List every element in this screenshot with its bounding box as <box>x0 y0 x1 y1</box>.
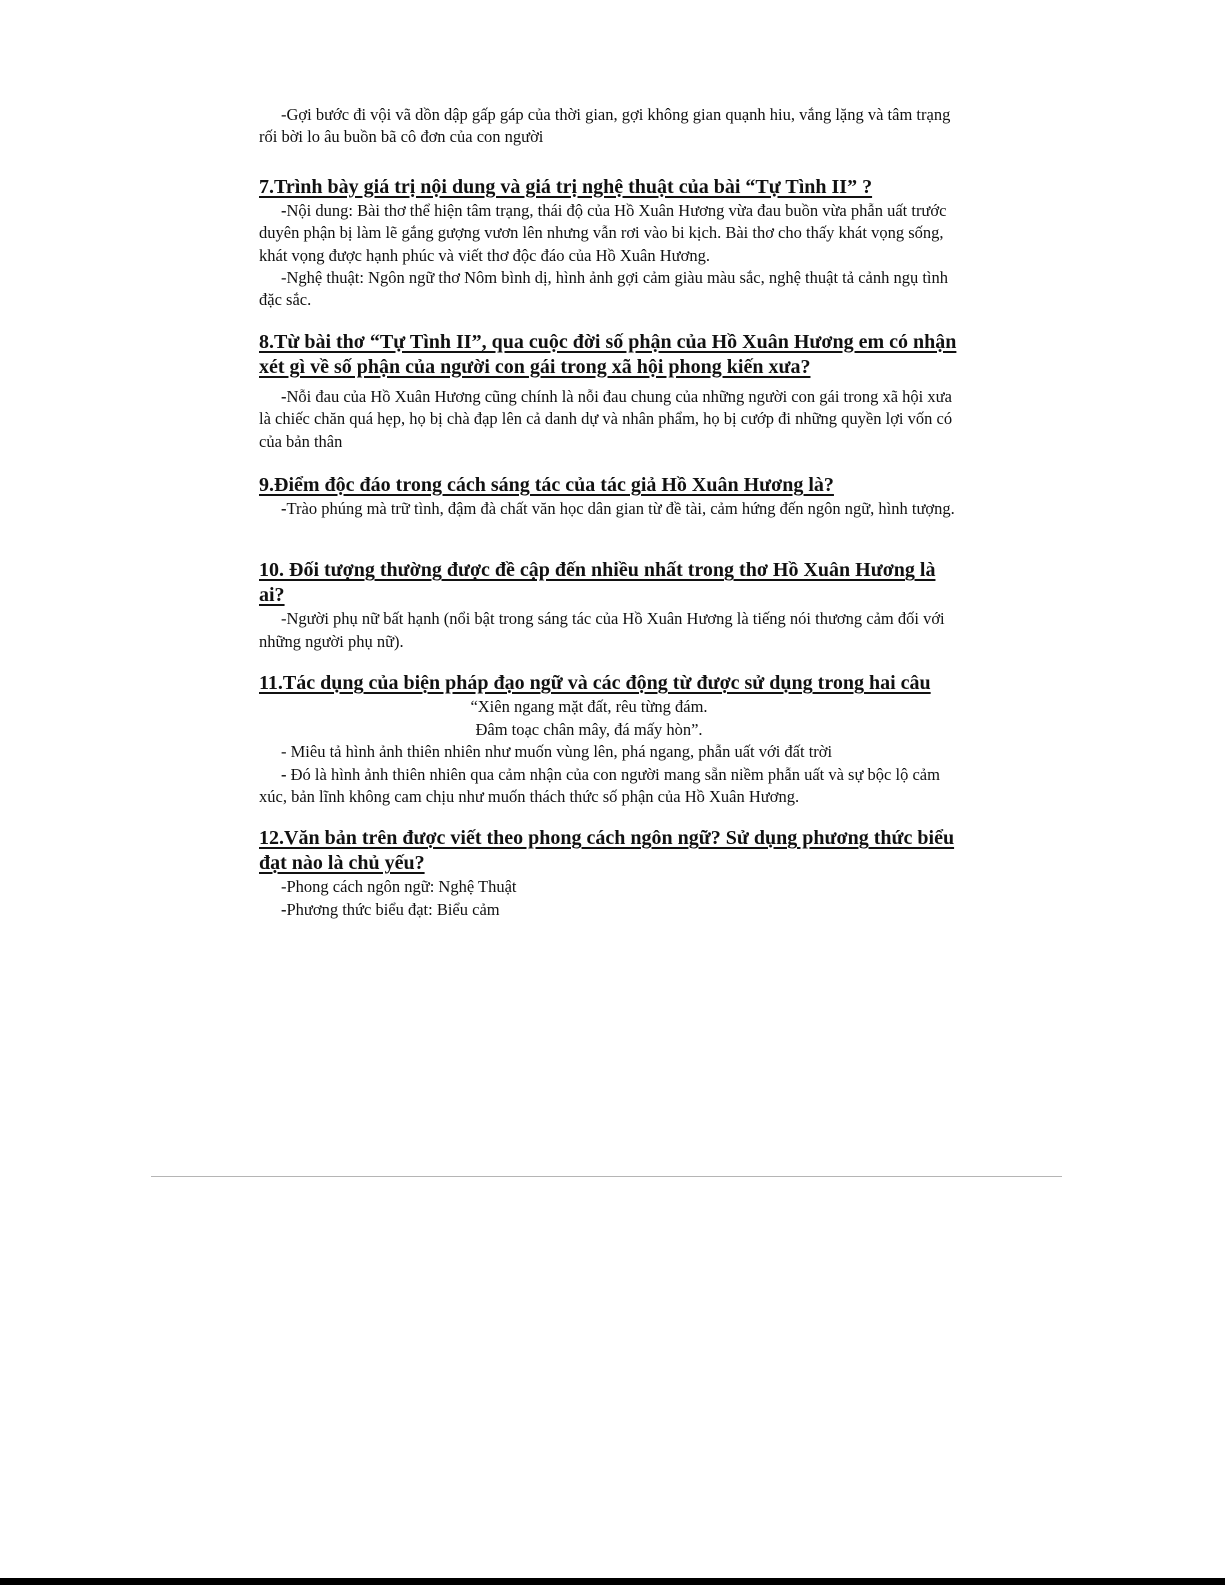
dash: - <box>281 200 287 220</box>
question-12-heading: 12.Văn bản trên được viết theo phong cách ngôn ngữ? Sử dụng phương thức biểu đạt nào là chủ yếu? <box>259 827 955 875</box>
bottom-edge-bar <box>0 1578 1225 1585</box>
question-11-point-1: - Miêu tả hình ảnh thiên nhiên như muốn vùng lên, phá ngang, phẫn uất với đất trời <box>281 742 833 762</box>
dash: - <box>281 386 287 406</box>
question-11-heading: 11.Tác dụng của biện pháp đạo ngữ và các động từ được sử dụng trong hai câu <box>259 672 931 695</box>
question-9-answer <box>259 498 959 520</box>
question-10-heading: 10. Đối tượng thường được đề cập đến nhiều nhất trong thơ Hồ Xuân Hương là ai? <box>259 559 936 607</box>
question-8-heading: 8.Từ bài thơ “Tự Tình II”, qua cuộc đời số phận của Hồ Xuân Hương em có nhận xét gì về số phận của người con gái trong xã hội phong kiến xưa? <box>259 330 957 378</box>
question-7-art: -Nghệ thuật: Ngôn ngữ thơ Nôm bình dị, hình ảnh gợi cảm giàu màu sắc, nghệ thuật tả cảnh ngụ tình đặc sắc. <box>259 268 949 310</box>
dash: - <box>281 499 287 519</box>
question-12-style: -Phong cách ngôn ngữ: Nghệ Thuật <box>281 877 517 897</box>
dash: - <box>281 899 287 919</box>
question-12-method <box>259 899 959 921</box>
question-10-answer: -Người phụ nữ bất hạnh (nổi bật trong sáng tác của Hồ Xuân Hương là tiếng nói thương cảm đối với những người phụ nữ). <box>259 609 945 651</box>
intro-paragraph: -Gợi bước đi vội vã dồn dập gấp gáp của thời gian, gợi không gian quạnh hiu, vắng lặng và tâm trạng rối bời lo âu buồn bã cô đơn của con người <box>259 105 951 147</box>
question-7-content-text: Nội dung: Bài thơ thể hiện tâm trạng, thái độ của Hồ Xuân Hương vừa đau buồn vừa phẫn uất trước duyên phận bị làm lẽ gắng gượng vươn lên nhưng vẫn rơi vào bi kịch. Bài thơ cho thấy khát vọng sống, khát vọng được hạnh phúc và viết thơ độc đáo của Hồ Xuân Hương. <box>259 200 947 265</box>
question-7-content <box>259 200 959 267</box>
question-8-answer <box>259 386 959 453</box>
document-page <box>259 104 959 921</box>
verse-line-1: “Xiên ngang mặt đất, rêu từng đám. <box>470 697 708 717</box>
dash: - <box>281 764 287 784</box>
question-11-point-2 <box>259 764 959 809</box>
question-11-point-2-text: Đó là hình ảnh thiên nhiên qua cảm nhận của con người mang sẵn niềm phẫn uất và sự bộc lộ cảm xúc, bản lĩnh không cam chịu như muốn thách thức số phận của Hồ Xuân Hương. <box>259 764 940 806</box>
question-9-answer-text: Trào phúng mà trữ tình, đậm đà chất văn học dân gian từ đề tài, cảm hứng đến ngôn ngữ, hình tượng. <box>286 499 955 519</box>
question-8-answer-text: Nỗi đau của Hồ Xuân Hương cũng chính là nỗi đau chung của những người con gái trong xã hội xưa là chiếc chăn quá hẹp, họ bị chà đạp lên cả danh dự và nhân phẩm, họ bị cướp đi những quyền lợi vốn có của bản thân <box>259 386 953 451</box>
page-divider <box>151 1176 1062 1177</box>
question-9-heading: 9.Điểm độc đáo trong cách sáng tác của tác giả Hồ Xuân Hương là? <box>259 474 834 497</box>
question-7-heading: 7.Trình bày giá trị nội dung và giá trị nghệ thuật của bài “Tự Tình II” ? <box>259 175 873 198</box>
question-12-method-text: Phương thức biểu đạt: Biểu cảm <box>286 899 500 919</box>
verse-line-2: Đâm toạc chân mây, đá mấy hòn”. <box>475 719 703 739</box>
